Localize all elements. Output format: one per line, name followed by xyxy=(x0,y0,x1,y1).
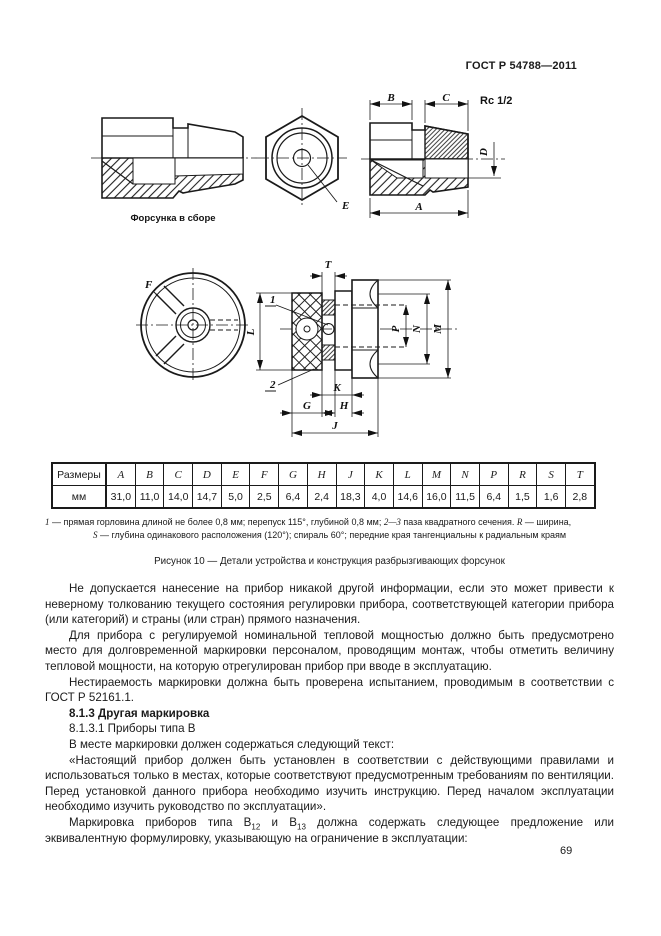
col-header: M xyxy=(422,463,451,486)
paragraph-marking-place: В месте маркировки должен содержаться следующий текст: xyxy=(69,737,395,751)
assembled-nozzle-section-view xyxy=(91,118,257,198)
col-header: N xyxy=(451,463,480,486)
dim-value: 14,0 xyxy=(164,486,193,509)
dim-value: 11,0 xyxy=(135,486,164,509)
figure-caption: Рисунок 10 — Детали устройства и конструкция разбрызгивающих форсунок xyxy=(154,556,505,567)
figure-footnote xyxy=(45,516,614,542)
dim-value: 14,6 xyxy=(393,486,422,509)
type-b-text: Маркировка приборов типа B xyxy=(69,815,252,829)
paragraph-adjustable-power: Для прибора с регулируемой номинальной тепловой мощностью должно быть предусмотрено место для долговременной маркировки персоналом, проводящим монтаж, чтобы отметить величину тепловой мощности, на которую отрегулирован прибор при вводе в эксплуатацию. xyxy=(45,628,614,673)
col-header: P xyxy=(479,463,508,486)
body-text xyxy=(45,581,614,846)
dim-label-l: L xyxy=(245,328,257,336)
dim-value: 11,5 xyxy=(451,486,480,509)
type-b-text: должна содержать следующее предложение или эквивалентную формулировку, указывающую на ограничение в эксплуатации: xyxy=(45,815,614,845)
dim-label-b: B xyxy=(387,92,395,104)
col-header: J xyxy=(336,463,365,486)
dim-value: 18,3 xyxy=(336,486,365,509)
paragraph-type-b-marking xyxy=(45,815,614,846)
dim-value: 2,5 xyxy=(250,486,279,509)
dim-value: 1,6 xyxy=(537,486,566,509)
heading-8-1-3: 8.1.3 Другая маркировка xyxy=(69,706,210,720)
assembled-nozzle-caption: Форсунка в сборе xyxy=(130,213,216,224)
table-row-values xyxy=(52,486,595,509)
footnote-text: — ширина, xyxy=(522,517,572,527)
col-header: F xyxy=(250,463,279,486)
detail-label-f: F xyxy=(145,279,153,291)
footnote-text: паза квадратного сечения. xyxy=(400,517,517,527)
footnote-ref-1: 1 xyxy=(45,517,50,527)
thread-label: Rc 1/2 xyxy=(480,95,513,107)
footnote-ref-s: S xyxy=(92,530,98,540)
spray-nozzle-detail-drawing xyxy=(118,248,476,448)
dim-label-j: J xyxy=(332,420,338,432)
dim-value: 4,0 xyxy=(365,486,394,509)
dim-value: 6,4 xyxy=(279,486,308,509)
body-section-view xyxy=(361,100,505,218)
dim-label-n: N xyxy=(411,325,423,333)
paragraph-marking-restriction: Не допускается нанесение на прибор никакой другой информации, если это может привести к неверному толкованию текущего состояния регулировки прибора, соответствующей категории прибора (или категорий) и страны (или стран) прямого назначения. xyxy=(45,582,614,627)
col-header: D xyxy=(193,463,222,486)
col-header: G xyxy=(279,463,308,486)
dim-value: 1,5 xyxy=(508,486,537,509)
dim-value: 16,0 xyxy=(422,486,451,509)
nozzle-holder-section-view xyxy=(256,272,460,437)
ref-label-2: 2 xyxy=(270,379,276,391)
col-header: S xyxy=(537,463,566,486)
heading-8-1-3-1: 8.1.3.1 Приборы типа B xyxy=(69,722,196,736)
dim-value: 5,0 xyxy=(221,486,250,509)
dim-label-k: K xyxy=(333,382,341,394)
swirl-disc-front-view xyxy=(136,268,251,382)
table-header-sizes: Размеры xyxy=(52,463,106,486)
footnote-ref-2: 2—3 xyxy=(383,517,401,527)
col-header: H xyxy=(307,463,336,486)
col-header: L xyxy=(393,463,422,486)
subscript-12: 12 xyxy=(251,822,261,832)
dim-label-p: P xyxy=(390,325,402,333)
footnote-text: — глубина одинакового расположения (120°); спираль 60°; передние края тангенциальны к радиальным краям xyxy=(97,530,567,540)
page-header: ГОСТ Р 54788—2011 xyxy=(465,60,577,72)
dim-label-h: H xyxy=(339,400,349,412)
dim-label-m: M xyxy=(432,324,444,334)
footnote-line-1 xyxy=(45,516,614,529)
dim-label-d: D xyxy=(478,148,490,156)
dim-value: 2,8 xyxy=(566,486,595,509)
ref-label-1: 1 xyxy=(270,294,276,306)
nozzle-assembly-drawing xyxy=(85,90,585,240)
paragraph-durability-test: Нестираемость маркировки должна быть проверена испытанием, проводимым в соответствии с ГОСТ Р 52161.1. xyxy=(45,675,614,705)
table-row-letters xyxy=(52,463,595,486)
footnote-text: — прямая горловина длиной не более 0,8 мм; перепуск 115°, глубиной 0,8 мм; xyxy=(49,517,384,527)
paragraph-installation-quote: «Настоящий прибор должен быть установлен в соответствии с действующими правилами и использоваться только в местах, которые соответствуют предусмотренным требованиям по вентиляции. Перед установкой данного прибора необходимо изучить инструкцию. Перед началом эксплуатации необходимо изучить руководство по эксплуатации». xyxy=(45,753,614,814)
hex-front-view xyxy=(257,108,347,208)
type-b-text: и B xyxy=(260,815,297,829)
col-header: K xyxy=(365,463,394,486)
col-header: C xyxy=(164,463,193,486)
col-header: A xyxy=(106,463,135,486)
dim-value: 31,0 xyxy=(106,486,135,509)
footnote-ref-r: R xyxy=(516,517,523,527)
footnote-line-2 xyxy=(45,529,614,542)
col-header: R xyxy=(508,463,537,486)
subscript-13: 13 xyxy=(297,822,306,832)
col-header: B xyxy=(135,463,164,486)
table-unit: мм xyxy=(52,486,106,509)
dim-label-g: G xyxy=(303,400,311,412)
detail-label-e: E xyxy=(342,200,350,212)
col-header: T xyxy=(566,463,595,486)
dimensions-table xyxy=(51,462,596,509)
dim-label-c: C xyxy=(442,92,450,104)
page-number: 69 xyxy=(560,845,573,857)
dim-value: 14,7 xyxy=(193,486,222,509)
dim-label-t: T xyxy=(324,259,332,271)
dim-value: 2,4 xyxy=(307,486,336,509)
col-header: E xyxy=(221,463,250,486)
dim-value: 6,4 xyxy=(479,486,508,509)
dim-label-a: A xyxy=(415,201,423,213)
